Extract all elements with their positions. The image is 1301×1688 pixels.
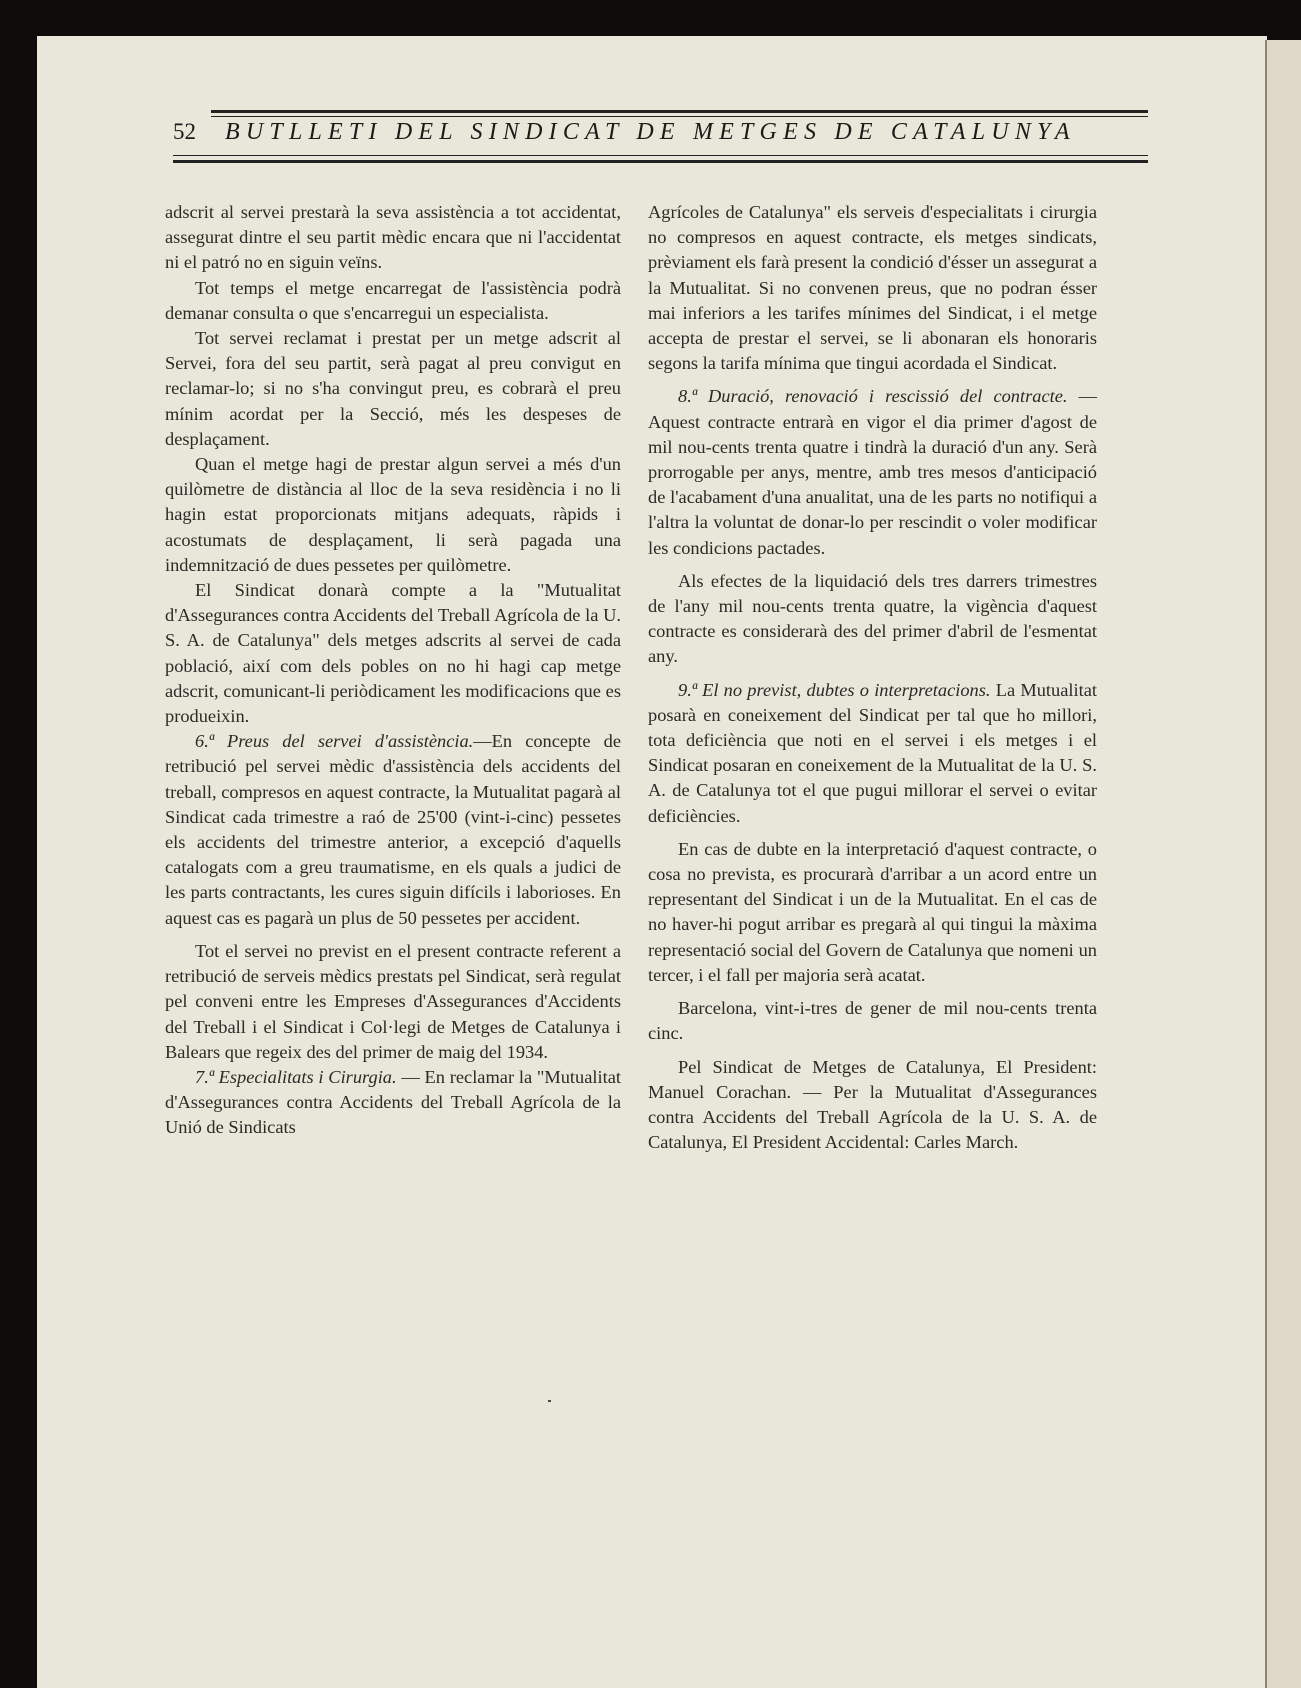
section-paragraph: 9.ª El no previst, dubtes o interpretacions. La Mutualitat posarà en coneixement del Sindicat per tal que ho millori, tota deficiència que noti en el servei i els metges i el Sindicat posaran en coneixement de la Mutualitat de la U. S. A. de Catalunya tot el que pugui millorar el servei o evitar deficiències. (648, 679, 1097, 826)
print-speck (548, 1400, 551, 1402)
left-column (165, 200, 621, 1141)
paragraph: Agrícoles de Catalunya" els serveis d'especialitats i cirurgia no compresos en aquest contracte, els metges sindicats, prèviament els farà present la condició d'ésser un assegurat a la Mutualitat. Si no convenen preus, que no podran ésser mai inferiors a les tarifes mínimes del Sindicat, i el metge accepta de prestar el servei, se li abonaran els honoraris segons la tarifa mínima que tingui acordada el Sindicat. (648, 202, 1097, 374)
signature-paragraph: Pel Sindicat de Metges de Catalunya, El President: Manuel Corachan. — Per la Mutualitat d'Assegurances contra Accidents del Treball Agrícola de la U. S. A. de Catalunya, El President Accidental: Carles March. (648, 1056, 1097, 1153)
header-rule-bottom (173, 160, 1148, 163)
paragraph: En cas de dubte en la interpretació d'aquest contracte, o cosa no prevista, es procurarà d'arribar a un acord entre un representant del Sindicat i un de la Mutualitat. En el cas de no haver-hi pogut arribar es pregarà al qui tingui la màxima representació social del Govern de Catalunya que nomeni un tercer, i el fall per majoria serà acatat. (648, 838, 1097, 985)
header-rule-top (211, 110, 1148, 113)
paragraph: Tot temps el metge encarregat de l'assistència podrà demanar consulta o que s'encarregui un especialista. (165, 277, 621, 323)
section-paragraph: 7.ª Especialitats i Cirurgia. — En reclamar la "Mutualitat d'Assegurances contra Accidents del Treball Agrícola de la Unió de Sindicats (165, 1066, 622, 1138)
right-column (648, 200, 1097, 1155)
section-heading: 8.ª Duració, renovació i rescissió del contracte. (678, 386, 1068, 407)
paragraph: Tot servei reclamat i prestat per un metge adscrit al Servei, fora del seu partit, serà pagat al preu convigut en reclamar-lo; si no s'ha convingut preu, es cobrarà el preu mínim acordat per la Secció, més les despeses de desplaçament. (165, 328, 621, 449)
header-rule-bottom-thin (173, 155, 1148, 156)
header-row (173, 119, 1148, 153)
section-heading: 7.ª Especialitats i Cirurgia. (195, 1066, 397, 1087)
section-heading: 6.ª Preus del servei d'assistència. (195, 731, 474, 752)
section-heading: 9.ª El no previst, dubtes o interpretacions. (678, 679, 991, 700)
journal-title: BUTLLETI DEL SINDICAT DE METGES DE CATALUNYA (225, 119, 1076, 145)
section-paragraph: 8.ª Duració, renovació i rescissió del contracte. — Aquest contracte entrarà en vigor el dia primer d'agost de mil nou-cents trenta quatre i tindrà la duració d'un any. Serà prorrogable per anys, mentre, amb tres mesos d'anticipació de l'acabament d'una anualitat, una de les parts no notifiqui a l'altra la voluntat de donar-lo per rescindit o voler modificar les condicions pactades. (648, 386, 1097, 558)
page-number: 52 (173, 119, 196, 144)
section-paragraph: 6.ª Preus del servei d'assistència.—En concepte de retribució pel servei mèdic d'assistència dels accidents del treball, compresos en aquest contracte, la Mutualitat pagarà al Sindicat cada trimestre a raó de 25'00 (vint-i-cinc) pessetes els accidents del trimestre anterior, a excepció d'aquells catalogats com a greu traumatisme, en els quals a judici de les parts contractants, les cures siguin difícils i laborioses. En aquest cas es pagarà un plus de 50 pessetes per accident. (165, 731, 621, 928)
paragraph: Barcelona, vint-i-tres de gener de mil nou-cents trenta cinc. (648, 998, 1097, 1044)
paragraph: Quan el metge hagi de prestar algun servei a més d'un quilòmetre de distància al lloc de la seva residència i no li hagin estat proporcionats mitjans adequats, ràpids i acostumats de desplaçament, li serà pagada una indemnització de dues pessetes per quilòmetre. (165, 454, 621, 575)
header-rule-top-thin (211, 116, 1148, 117)
paragraph: Tot el servei no previst en el present contracte referent a retribució de serveis mèdics prestats pel Sindicat, serà regulat pel conveni entre les Empreses d'Assegurances d'Accidents del Treball i el Sindicat i Col·legi de Metges de Catalunya i Balears que regeix des del primer de maig del 1934. (165, 940, 621, 1062)
paragraph: El Sindicat donarà compte a la "Mutualitat d'Assegurances contra Accidents del Treball Agrícola de la U. S. A. de Catalunya" dels metges adscrits al servei de cada població, així com dels pobles on no hi hagi cap metge adscrit, comunicant-li periòdicament les modificacions que es produeixin. (165, 580, 621, 727)
paragraph: Als efectes de la liquidació dels tres darrers trimestres de l'any mil nou-cents trenta quatre, la vigència d'aquest contracte es considerarà des del primer d'abril de l'esmentat any. (648, 570, 1097, 667)
adjacent-page-edge (1265, 40, 1301, 1688)
paragraph: adscrit al servei prestarà la seva assistència a tot accidentat, assegurat dintre el seu partit mèdic encara que ni l'accidentat ni el patró no en siguin veïns. (165, 202, 621, 273)
